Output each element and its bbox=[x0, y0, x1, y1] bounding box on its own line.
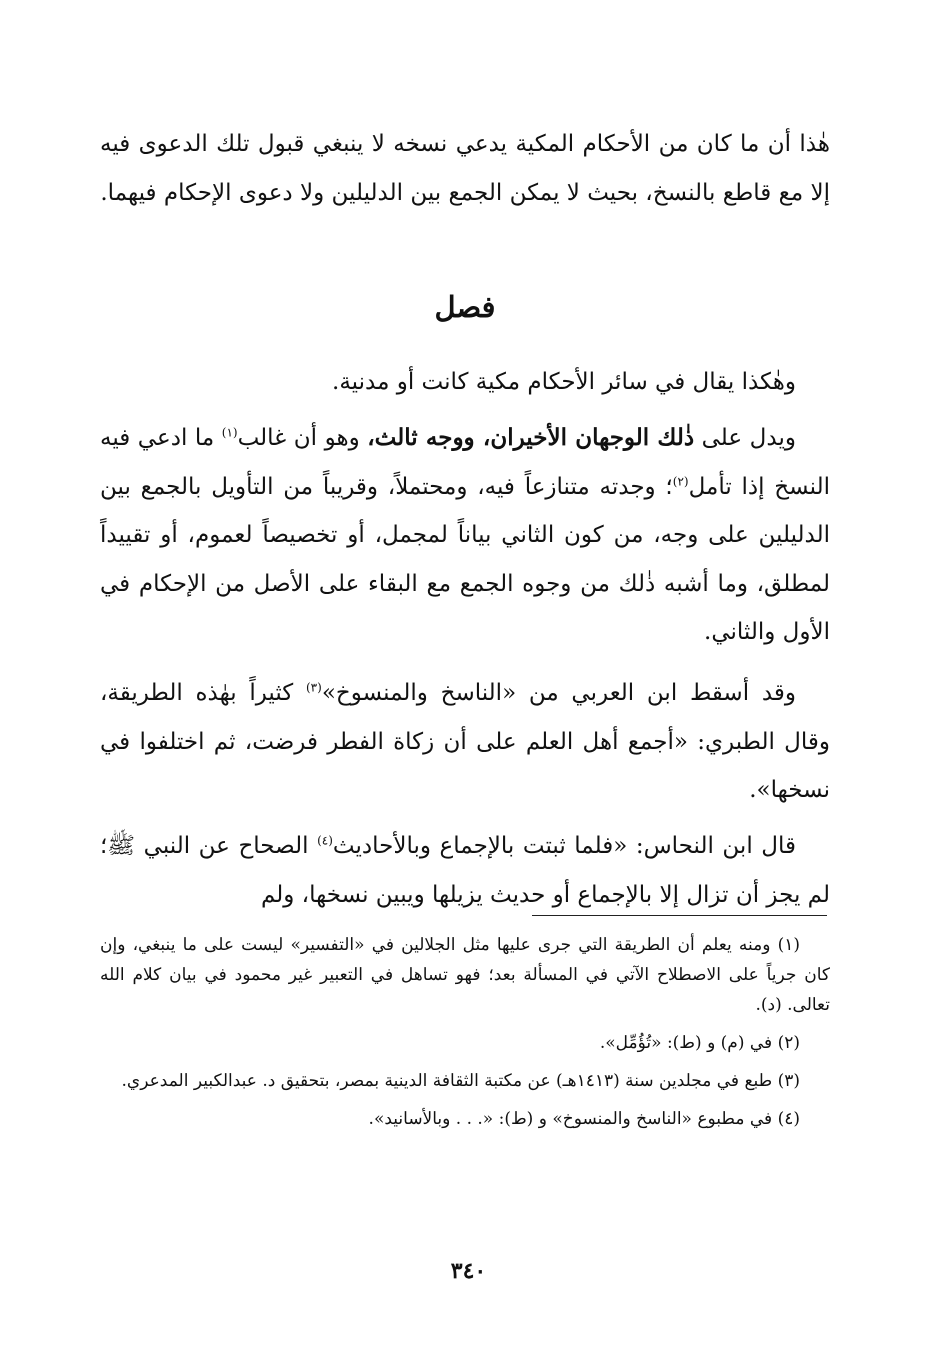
paragraph-4-text-b: الصحاح عن النبي ﷺ؛ لم يجز أن تزال إلا بالإجماع أو حديث يزيلها ويبين نسخها، ولم bbox=[100, 833, 830, 908]
paragraph-3-text-b: كثيراً بهٰذه الطريقة، وقال الطبري: «أجمع أهل العلم على أن زكاة الفطر فرضت، ثم اختلفوا في نسخها». bbox=[100, 680, 830, 803]
footnote-ref-4: (٤) bbox=[317, 833, 333, 848]
footnote-1: (١) ومنه يعلم أن الطريقة التي جرى عليها مثل الجلالين في «التفسير» ليست على ما ينبغي، وإن كان جرياً على الاصطلاح الآتي في المسألة بعد؛ فهو تساهل في التعبير غير محمود في بيان كلام الله تعالى. (د). bbox=[100, 935, 830, 1015]
paragraph-1: وهٰكذا يقال في سائر الأحكام مكية كانت أو مدنية. bbox=[332, 369, 796, 395]
paragraph-3-text-a: وقد أسقط ابن العربي من «الناسخ والمنسوخ» bbox=[321, 680, 796, 706]
paragraph-2-text-b: وهو أن غالب bbox=[237, 425, 368, 451]
section-heading: فصل bbox=[434, 290, 496, 324]
footnote-divider bbox=[532, 915, 827, 916]
footnote-3: (٣) طبع في مجلدين سنة (١٤١٣هـ) عن مكتبة الثقافة الدينية بمصر، بتحقيق د. عبدالكبير المدعري. bbox=[121, 1071, 800, 1091]
paragraph-2 bbox=[100, 414, 830, 657]
paragraph-2-text-a: ويدل على bbox=[694, 425, 796, 451]
paragraph-2-text-d: ؛ وجدته متنازعاً فيه، ومحتملاً، وقريباً من التأويل بالجمع بين الدليلين على وجه، من كون الثاني بياناً لمجمل، أو تخصيصاً لعموم، أو تقييداً لمطلق، وما أشبه ذٰلك من وجوه الجمع مع البقاء على الأصل من الإحكام في الأول والثاني. bbox=[100, 473, 830, 645]
footnote-2: (٢) في (م) و (ط): «تُؤُمِّل». bbox=[599, 1033, 800, 1053]
paragraph-2-text-c: ما ادعي فيه النسخ إذا تأمل bbox=[100, 425, 831, 500]
footnote-4: (٤) في مطبوع «الناسخ والمنسوخ» و (ط): «. . . وبالأسانيد». bbox=[368, 1109, 800, 1129]
paragraph-intro: هٰذا أن ما كان من الأحكام المكية يدعي نسخه لا ينبغي قبول تلك الدعوى فيه إلا مع قاطع بالنسخ، بحيث لا يمكن الجمع بين الدليلين ولا دعوى الإحكام فيهما. bbox=[100, 131, 830, 206]
paragraph-3 bbox=[100, 669, 830, 815]
footnote-ref-3: (٣) bbox=[305, 680, 322, 695]
page-number: ٣٤٠ bbox=[450, 1258, 487, 1284]
paragraph-2-bold: ذٰلك الوجهان الأخيران، ووجه ثالث، bbox=[367, 424, 695, 451]
paragraph-4-text-a: قال ابن النحاس: «فلما ثبتت بالإجماع وبالأحاديث bbox=[332, 833, 796, 859]
footnotes bbox=[100, 930, 830, 1142]
footnote-ref-2: (٢) bbox=[672, 473, 689, 488]
paragraph-4 bbox=[100, 822, 830, 919]
footnote-ref-1: (١) bbox=[221, 425, 238, 440]
